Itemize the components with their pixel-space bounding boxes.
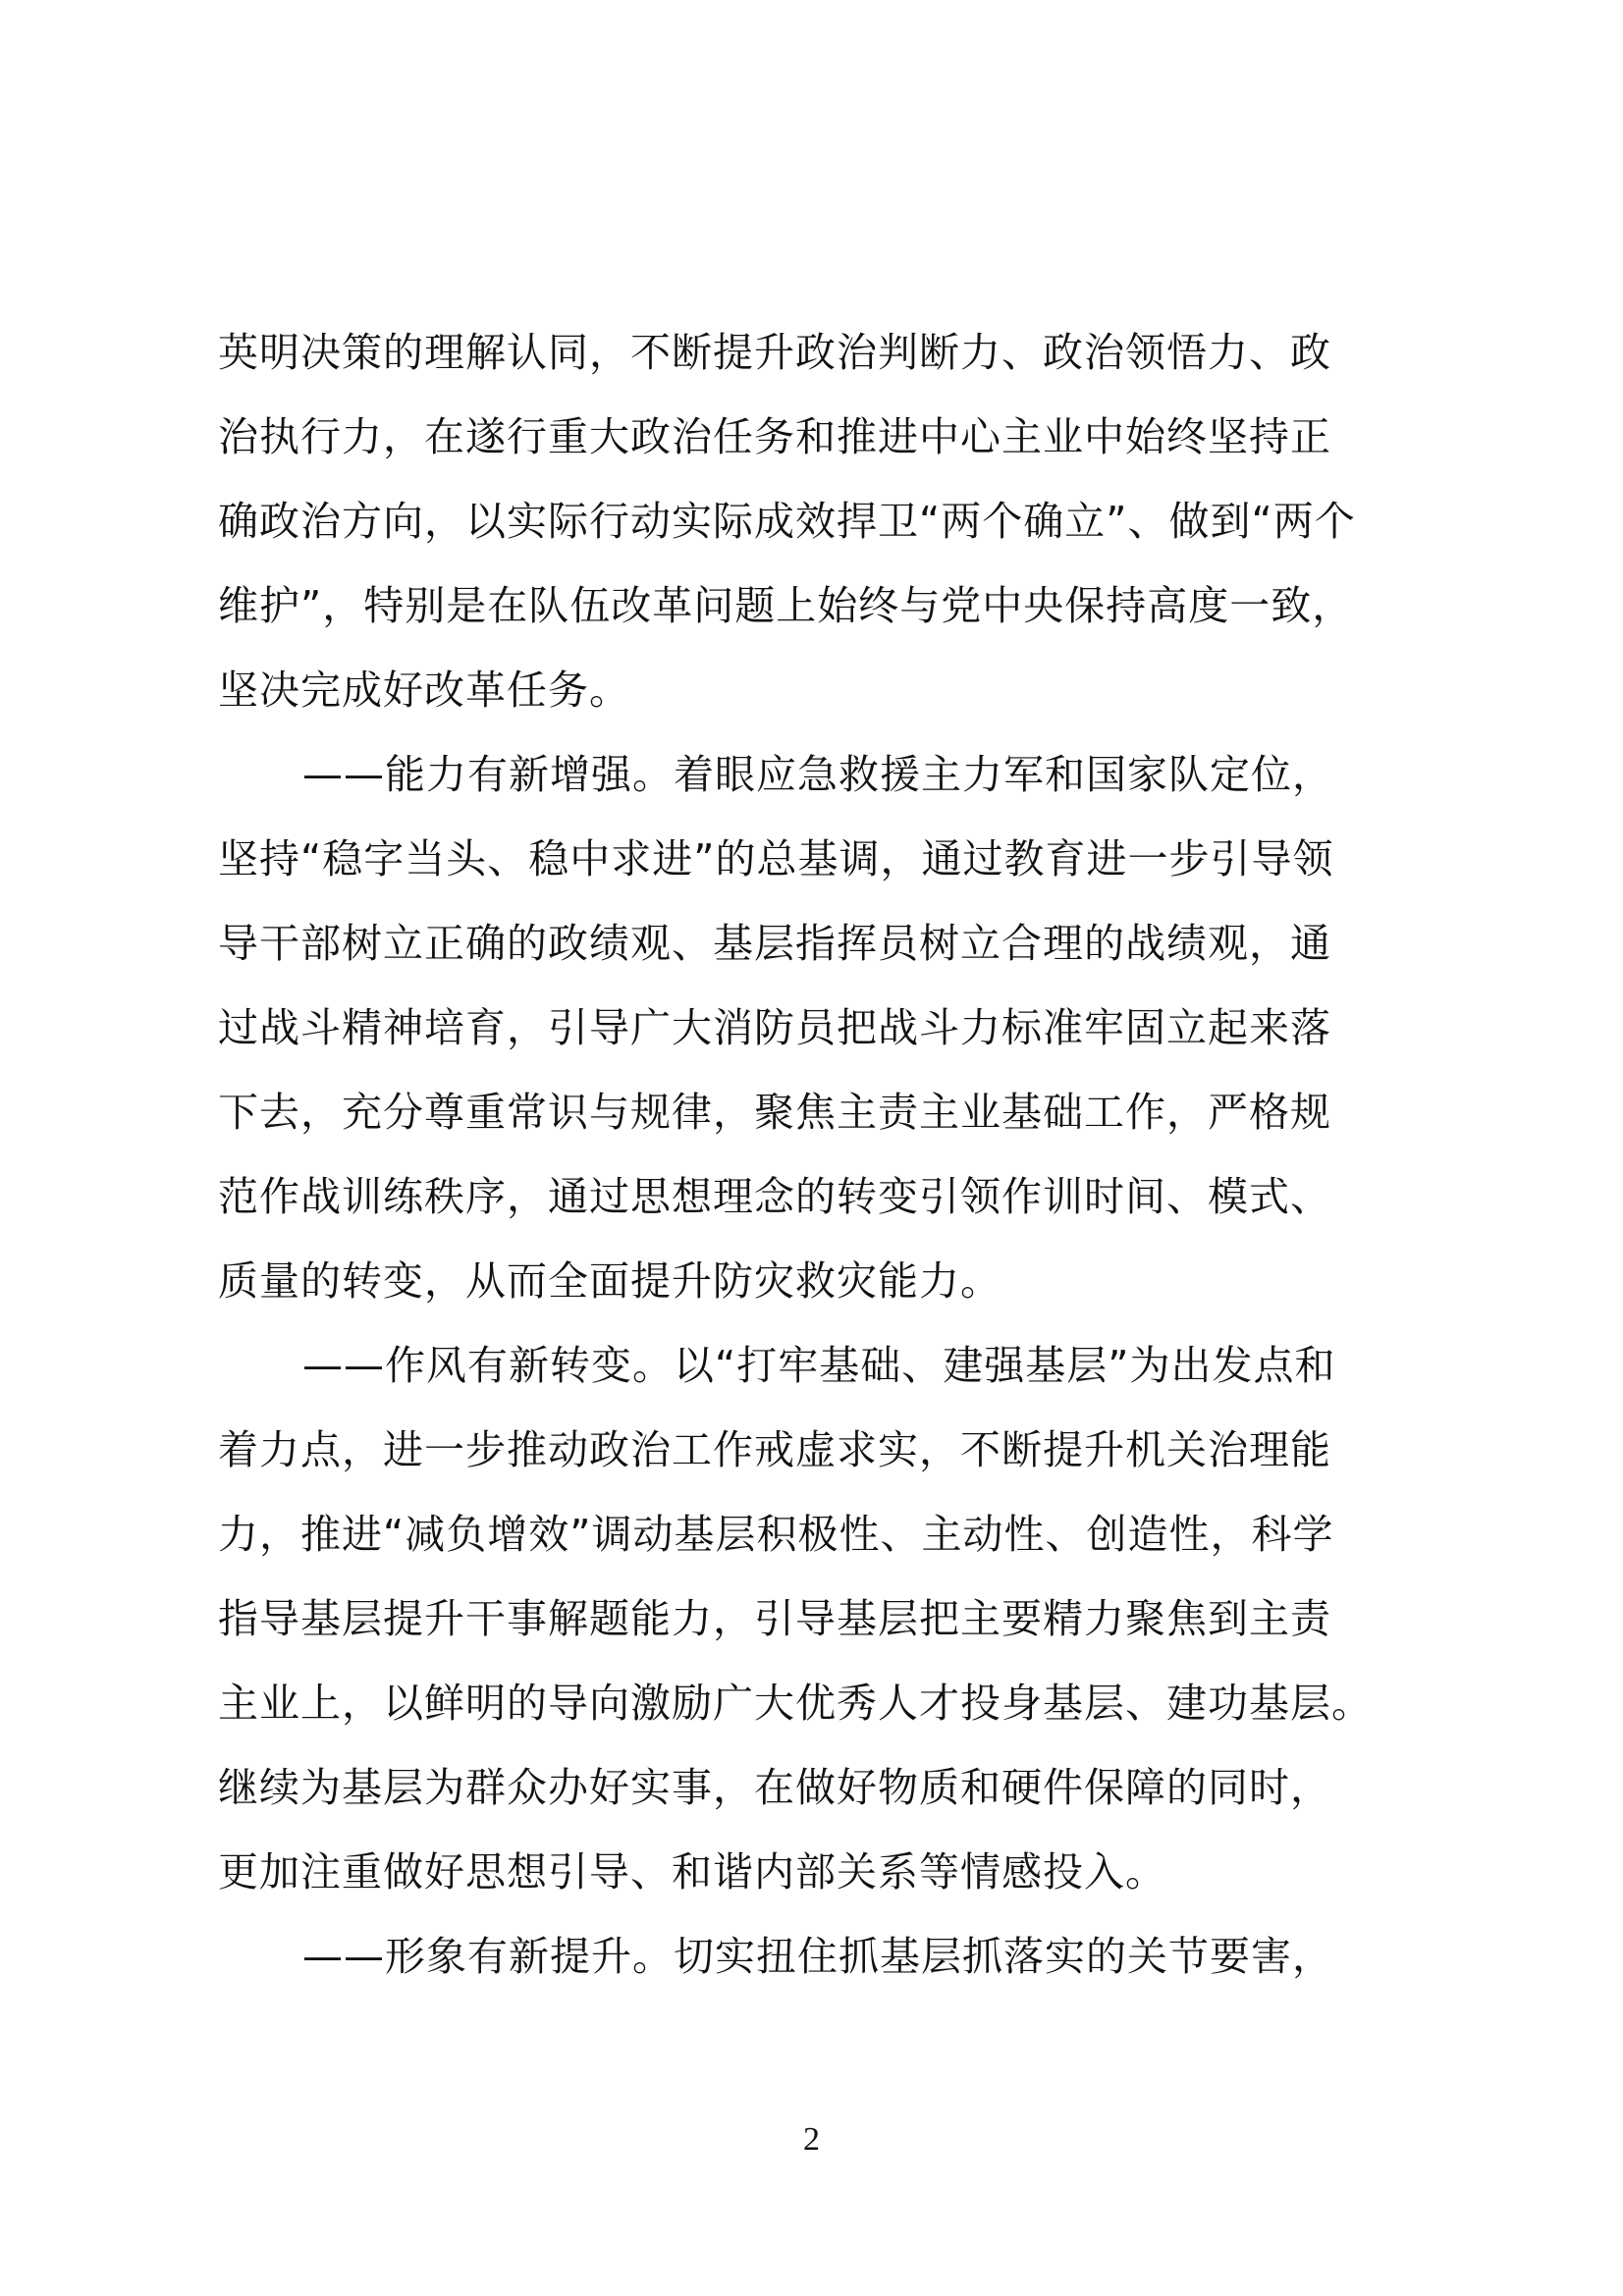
page-number: 2 xyxy=(803,2121,820,2158)
paragraph-start-ability: ——能力有新增强。着眼应急救援主力军和国家队定位， xyxy=(302,751,1333,798)
text-line: 更加注重做好思想引导、和谐内部关系等情感投入。 xyxy=(218,1848,1166,1896)
text-line: 下去，充分尊重常识与规律，聚焦主责主业基础工作，严格规 xyxy=(218,1089,1331,1136)
text-line: 主业上，以鲜明的导向激励广大优秀人才投身基层、建功基层。 xyxy=(218,1680,1373,1727)
text-line: 确政治方向，以实际行动实际成效捍卫“两个确立”、做到“两个 xyxy=(218,498,1356,545)
text-line: 着力点，进一步推动政治工作戒虚求实，不断提升机关治理能 xyxy=(218,1426,1331,1473)
text-line: 治执行力，在遂行重大政治任务和推进中心主业中始终坚持正 xyxy=(218,413,1331,460)
text-line: 范作战训练秩序，通过思想理念的转变引领作训时间、模式、 xyxy=(218,1173,1331,1220)
text-line: 坚决完成好改革任务。 xyxy=(218,667,630,714)
text-line: 导干部树立正确的政绩观、基层指挥员树立合理的战绩观，通 xyxy=(218,920,1331,967)
body-text xyxy=(218,310,1445,1999)
text-line: 力，推进“减负增效”调动基层积极性、主动性、创造性，科学 xyxy=(218,1511,1334,1558)
text-line: 质量的转变，从而全面提升防灾救灾能力。 xyxy=(218,1257,1001,1305)
text-line: 继续为基层为群众办好实事，在做好物质和硬件保障的同时， xyxy=(218,1764,1331,1811)
text-line: 坚持“稳字当头、稳中求进”的总基调，通过教育进一步引导领 xyxy=(218,835,1334,882)
text-line: 过战斗精神培育，引导广大消防员把战斗力标准牢固立起来落 xyxy=(218,1004,1331,1051)
text-line: 维护”，特别是在队伍改革问题上始终与党中央保持高度一致， xyxy=(218,582,1354,629)
paragraph-start-style: ——作风有新转变。以“打牢基础、建强基层”为出发点和 xyxy=(302,1342,1336,1389)
text-line: 英明决策的理解认同，不断提升政治判断力、政治领悟力、政 xyxy=(218,329,1331,376)
text-line: 指导基层提升干事解题能力，引导基层把主要精力聚焦到主责 xyxy=(218,1595,1331,1642)
paragraph-start-image: ——形象有新提升。切实扭住抓基层抓落实的关节要害， xyxy=(302,1933,1333,1980)
